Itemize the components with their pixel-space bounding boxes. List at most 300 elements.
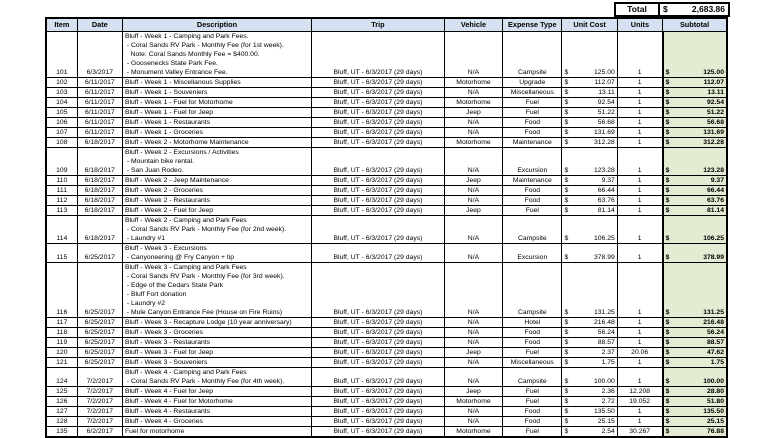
cell-expense-type[interactable]: Fuel: [503, 427, 562, 438]
description-line: Bluff - Week 1 - Restaurants: [124, 119, 211, 126]
cell-expense-type[interactable]: Food: [503, 328, 562, 338]
cell-item[interactable]: 116: [46, 263, 77, 318]
cell-units[interactable]: 1: [617, 78, 662, 88]
cell-description[interactable]: [122, 387, 311, 397]
cell-trip[interactable]: Bluff, UT - 6/3/2017 (29 days): [312, 148, 445, 176]
cell-unit-cost[interactable]: [562, 318, 617, 328]
cell-trip[interactable]: Bluff, UT - 6/3/2017 (29 days): [312, 417, 445, 427]
cell-unit-cost[interactable]: [562, 368, 617, 387]
cell-trip[interactable]: Bluff, UT - 6/3/2017 (29 days): [312, 88, 445, 98]
cell-date[interactable]: 6/11/2017: [77, 118, 122, 128]
cell-expense-type[interactable]: Campsite: [503, 263, 562, 318]
cell-unit-cost[interactable]: [562, 148, 617, 176]
cell-units[interactable]: 1: [617, 328, 662, 338]
cell-unit-cost[interactable]: [562, 397, 617, 407]
cell-expense-type[interactable]: Excursion: [503, 244, 562, 263]
cell-trip[interactable]: Bluff, UT - 6/3/2017 (29 days): [312, 98, 445, 108]
cell-units[interactable]: 1: [617, 318, 662, 328]
cell-item[interactable]: 104: [46, 98, 77, 108]
column-header-item[interactable]: Item: [46, 18, 77, 32]
cell-date[interactable]: 6/3/2017: [77, 32, 122, 78]
description-line: - San Juan Rodeo.: [124, 167, 184, 174]
cell-item[interactable]: 106: [46, 118, 77, 128]
table-row: [46, 417, 727, 427]
cell-trip[interactable]: Bluff, UT - 6/3/2017 (29 days): [312, 206, 445, 216]
cell-subtotal[interactable]: [663, 78, 727, 88]
cell-date[interactable]: 6/18/2017: [77, 138, 122, 148]
cell-expense-type[interactable]: Campsite: [503, 32, 562, 78]
cell-date[interactable]: 6/18/2017: [77, 176, 122, 186]
cell-subtotal[interactable]: [663, 88, 727, 98]
cell-item[interactable]: 124: [46, 368, 77, 387]
cell-unit-cost[interactable]: [562, 118, 617, 128]
table-row: [46, 206, 727, 216]
cell-units[interactable]: 1: [617, 196, 662, 206]
cell-trip[interactable]: Bluff, UT - 6/3/2017 (29 days): [312, 216, 445, 244]
description-line: - Mountain bike rental.: [124, 158, 195, 165]
cell-expense-type[interactable]: Miscellaneous: [503, 88, 562, 98]
cell-date[interactable]: 6/25/2017: [77, 318, 122, 328]
cell-vehicle[interactable]: N/A: [444, 358, 502, 368]
cell-description[interactable]: [122, 78, 311, 88]
cell-vehicle[interactable]: N/A: [444, 216, 502, 244]
cell-subtotal-amount: 63.76: [706, 197, 724, 204]
cell-vehicle[interactable]: N/A: [444, 32, 502, 78]
description-line: Bluff - Week 2 - Camping and Park Fees: [124, 217, 247, 224]
cell-unit-cost[interactable]: [562, 328, 617, 338]
description-line: Bluff - Week 1 - Miscellanous Supplies: [124, 79, 241, 86]
description-line: Bluff - Week 4 - Fuel for Motorhome: [124, 398, 233, 405]
cell-description[interactable]: [122, 397, 311, 407]
cell-unit-cost[interactable]: [562, 206, 617, 216]
description-line: - Coral Sands RV Park - Monthly Fee (for 3rd week).: [124, 273, 285, 280]
cell-unit-cost[interactable]: [562, 78, 617, 88]
cell-unit-cost[interactable]: [562, 216, 617, 244]
cell-subtotal[interactable]: [663, 387, 727, 397]
column-header-units[interactable]: Units: [617, 18, 662, 32]
cell-subtotal-amount: 76.88: [706, 428, 724, 435]
cell-item[interactable]: 113: [46, 206, 77, 216]
currency-symbol: $: [564, 177, 569, 184]
cell-description[interactable]: [122, 176, 311, 186]
cell-unit-cost[interactable]: [562, 244, 617, 263]
cell-vehicle[interactable]: Jeep: [444, 206, 502, 216]
cell-trip[interactable]: Bluff, UT - 6/3/2017 (29 days): [312, 338, 445, 348]
cell-trip[interactable]: Bluff, UT - 6/3/2017 (29 days): [312, 108, 445, 118]
cell-expense-type[interactable]: Upgrade: [503, 78, 562, 88]
cell-expense-type[interactable]: Excursion: [503, 148, 562, 176]
column-header-description[interactable]: Description: [122, 18, 311, 32]
cell-subtotal[interactable]: [663, 108, 727, 118]
cell-date[interactable]: 6/18/2017: [77, 148, 122, 176]
cell-description[interactable]: [122, 244, 311, 263]
cell-unit-cost[interactable]: [562, 196, 617, 206]
cell-vehicle[interactable]: N/A: [444, 128, 502, 138]
cell-units[interactable]: 1: [617, 108, 662, 118]
cell-item[interactable]: 118: [46, 328, 77, 338]
cell-date[interactable]: 7/2/2017: [77, 387, 122, 397]
cell-expense-type[interactable]: Campsite: [503, 216, 562, 244]
cell-date[interactable]: 6/11/2017: [77, 78, 122, 88]
column-header-date[interactable]: Date: [77, 18, 122, 32]
cell-subtotal-amount: 56.24: [706, 329, 724, 336]
column-header-expense-type[interactable]: Expense Type: [503, 18, 562, 32]
cell-unit-cost[interactable]: [562, 358, 617, 368]
cell-description[interactable]: [122, 417, 311, 427]
cell-expense-type[interactable]: Food: [503, 407, 562, 417]
cell-trip[interactable]: Bluff, UT - 6/3/2017 (29 days): [312, 138, 445, 148]
cell-subtotal[interactable]: [663, 244, 727, 263]
currency-symbol: $: [665, 319, 670, 326]
cell-units[interactable]: 1: [617, 358, 662, 368]
cell-date[interactable]: 6/18/2017: [77, 196, 122, 206]
description-line: Bluff - Week 2 - Excursions / Activities: [124, 149, 239, 156]
cell-expense-type[interactable]: Food: [503, 128, 562, 138]
cell-subtotal[interactable]: [663, 397, 727, 407]
cell-date[interactable]: 6/18/2017: [77, 206, 122, 216]
cell-description[interactable]: [122, 148, 311, 176]
cell-units[interactable]: 1: [617, 128, 662, 138]
cell-trip[interactable]: Bluff, UT - 6/3/2017 (29 days): [312, 358, 445, 368]
cell-unit-cost-amount: 88.57: [597, 339, 615, 346]
cell-expense-type[interactable]: Miscellaneous: [503, 358, 562, 368]
column-header-unit-cost[interactable]: Unit Cost: [562, 18, 617, 32]
cell-vehicle[interactable]: Motorhome: [444, 397, 502, 407]
cell-date[interactable]: 7/2/2017: [77, 417, 122, 427]
cell-item[interactable]: 120: [46, 348, 77, 358]
table-row: [46, 118, 727, 128]
cell-subtotal[interactable]: [663, 128, 727, 138]
cell-unit-cost[interactable]: [562, 387, 617, 397]
cell-unit-cost-amount: 2.54: [601, 428, 615, 435]
cell-subtotal[interactable]: [663, 216, 727, 244]
cell-subtotal[interactable]: [663, 338, 727, 348]
cell-expense-type[interactable]: Food: [503, 338, 562, 348]
cell-units[interactable]: 1: [617, 206, 662, 216]
cell-subtotal[interactable]: [663, 98, 727, 108]
cell-vehicle[interactable]: N/A: [444, 407, 502, 417]
cell-description[interactable]: [122, 118, 311, 128]
cell-vehicle[interactable]: N/A: [444, 244, 502, 263]
cell-units[interactable]: 1: [617, 88, 662, 98]
cell-item[interactable]: 115: [46, 244, 77, 263]
cell-item[interactable]: 135: [46, 427, 77, 438]
grand-total-label[interactable]: Total: [614, 2, 659, 17]
cell-units[interactable]: 20.06: [617, 348, 662, 358]
cell-item[interactable]: 111: [46, 186, 77, 196]
cell-trip[interactable]: Bluff, UT - 6/3/2017 (29 days): [312, 368, 445, 387]
cell-trip[interactable]: Bluff, UT - 6/3/2017 (29 days): [312, 118, 445, 128]
cell-item[interactable]: 121: [46, 358, 77, 368]
table-row: [46, 397, 727, 407]
cell-units[interactable]: 1: [617, 407, 662, 417]
cell-trip[interactable]: Bluff, UT - 6/3/2017 (29 days): [312, 348, 445, 358]
cell-subtotal[interactable]: [663, 148, 727, 176]
cell-subtotal[interactable]: [663, 358, 727, 368]
cell-subtotal-amount: 13.11: [707, 89, 724, 96]
cell-vehicle[interactable]: Jeep: [444, 176, 502, 186]
cell-date[interactable]: 6/11/2017: [77, 88, 122, 98]
cell-subtotal[interactable]: [663, 368, 727, 387]
cell-item[interactable]: 127: [46, 407, 77, 417]
description-line: - Bluff Fort donation: [124, 291, 187, 298]
description-line: Bluff - Week 4 - Camping and Park Fees: [124, 369, 247, 376]
cell-subtotal[interactable]: [663, 348, 727, 358]
cell-item[interactable]: 125: [46, 387, 77, 397]
currency-symbol: $: [564, 398, 569, 405]
cell-trip[interactable]: Bluff, UT - 6/3/2017 (29 days): [312, 244, 445, 263]
currency-symbol: $: [665, 235, 670, 242]
cell-description[interactable]: [122, 328, 311, 338]
cell-description[interactable]: [122, 216, 311, 244]
cell-unit-cost[interactable]: [562, 417, 617, 427]
cell-trip[interactable]: Bluff, UT - 6/3/2017 (29 days): [312, 128, 445, 138]
currency-symbol: $: [564, 359, 569, 366]
cell-date[interactable]: 6/11/2017: [77, 98, 122, 108]
cell-units[interactable]: 1: [617, 186, 662, 196]
cell-item[interactable]: 101: [46, 32, 77, 78]
currency-symbol: $: [665, 359, 670, 366]
cell-item[interactable]: 108: [46, 138, 77, 148]
cell-vehicle[interactable]: Jeep: [444, 108, 502, 118]
cell-subtotal[interactable]: [663, 427, 727, 438]
cell-vehicle[interactable]: N/A: [444, 118, 502, 128]
cell-description[interactable]: [122, 263, 311, 318]
cell-vehicle[interactable]: N/A: [444, 328, 502, 338]
table-row: [46, 216, 727, 244]
cell-expense-type[interactable]: Fuel: [503, 348, 562, 358]
cell-expense-type[interactable]: Maintenance: [503, 176, 562, 186]
cell-subtotal[interactable]: [663, 263, 727, 318]
description-line: Note: Coral Sands Monthly Fee = $400.00.: [124, 51, 260, 58]
cell-trip[interactable]: Bluff, UT - 6/3/2017 (29 days): [312, 387, 445, 397]
cell-unit-cost[interactable]: [562, 32, 617, 78]
cell-expense-type[interactable]: Food: [503, 196, 562, 206]
cell-unit-cost[interactable]: [562, 186, 617, 196]
cell-item[interactable]: 107: [46, 128, 77, 138]
cell-date[interactable]: 6/18/2017: [77, 216, 122, 244]
cell-description[interactable]: [122, 88, 311, 98]
cell-item[interactable]: 102: [46, 78, 77, 88]
cell-description[interactable]: [122, 368, 311, 387]
cell-date[interactable]: 6/11/2017: [77, 108, 122, 118]
cell-description[interactable]: [122, 427, 311, 438]
cell-expense-type[interactable]: Hotel: [503, 318, 562, 328]
cell-expense-type[interactable]: Fuel: [503, 206, 562, 216]
cell-description[interactable]: [122, 186, 311, 196]
cell-trip[interactable]: Bluff, UT - 6/3/2017 (29 days): [312, 397, 445, 407]
column-header-vehicle[interactable]: Vehicle: [444, 18, 502, 32]
cell-subtotal[interactable]: [663, 186, 727, 196]
cell-subtotal[interactable]: [663, 118, 727, 128]
cell-units[interactable]: 1: [617, 176, 662, 186]
cell-expense-type[interactable]: Fuel: [503, 397, 562, 407]
cell-unit-cost[interactable]: [562, 88, 617, 98]
cell-date[interactable]: 6/25/2017: [77, 263, 122, 318]
cell-date[interactable]: 7/2/2017: [77, 368, 122, 387]
cell-date[interactable]: 6/25/2017: [77, 358, 122, 368]
cell-expense-type[interactable]: Fuel: [503, 98, 562, 108]
cell-description[interactable]: [122, 108, 311, 118]
cell-description[interactable]: [122, 358, 311, 368]
cell-units[interactable]: 1: [617, 138, 662, 148]
cell-item[interactable]: 128: [46, 417, 77, 427]
cell-expense-type[interactable]: Fuel: [503, 108, 562, 118]
cell-units[interactable]: 1: [617, 338, 662, 348]
table-row: [46, 78, 727, 88]
cell-description[interactable]: [122, 128, 311, 138]
cell-expense-type[interactable]: Food: [503, 186, 562, 196]
cell-trip[interactable]: Bluff, UT - 6/3/2017 (29 days): [312, 427, 445, 438]
cell-vehicle[interactable]: Motorhome: [444, 138, 502, 148]
cell-vehicle[interactable]: N/A: [444, 263, 502, 318]
currency-symbol: $: [665, 129, 670, 136]
cell-description[interactable]: [122, 196, 311, 206]
cell-expense-type[interactable]: Food: [503, 417, 562, 427]
cell-vehicle[interactable]: N/A: [444, 186, 502, 196]
currency-symbol: $: [665, 119, 670, 126]
cell-units[interactable]: 1: [617, 98, 662, 108]
cell-units[interactable]: 1: [617, 244, 662, 263]
cell-trip[interactable]: Bluff, UT - 6/3/2017 (29 days): [312, 263, 445, 318]
cell-item[interactable]: 105: [46, 108, 77, 118]
cell-subtotal[interactable]: [663, 176, 727, 186]
cell-subtotal-amount: 28.80: [706, 388, 724, 395]
cell-trip[interactable]: Bluff, UT - 6/3/2017 (29 days): [312, 196, 445, 206]
cell-expense-type[interactable]: Campsite: [503, 368, 562, 387]
cell-vehicle[interactable]: Motorhome: [444, 98, 502, 108]
cell-date[interactable]: 6/25/2017: [77, 328, 122, 338]
cell-units[interactable]: 12.208: [617, 387, 662, 397]
cell-vehicle[interactable]: Motorhome: [444, 78, 502, 88]
cell-item[interactable]: 114: [46, 216, 77, 244]
cell-date[interactable]: 6/18/2017: [77, 186, 122, 196]
cell-expense-type[interactable]: Food: [503, 118, 562, 128]
cell-subtotal[interactable]: [663, 206, 727, 216]
cell-subtotal-amount: 88.57: [706, 339, 724, 346]
cell-unit-cost[interactable]: [562, 427, 617, 438]
cell-subtotal[interactable]: [663, 32, 727, 78]
grand-total-value-cell[interactable]: [659, 2, 730, 17]
cell-date[interactable]: 6/25/2017: [77, 348, 122, 358]
cell-description[interactable]: [122, 206, 311, 216]
cell-description[interactable]: [122, 138, 311, 148]
cell-subtotal[interactable]: [663, 196, 727, 206]
cell-vehicle[interactable]: N/A: [444, 88, 502, 98]
cell-units[interactable]: 1: [617, 417, 662, 427]
cell-description[interactable]: [122, 338, 311, 348]
cell-vehicle[interactable]: N/A: [444, 318, 502, 328]
cell-units[interactable]: 1: [617, 216, 662, 244]
cell-trip[interactable]: Bluff, UT - 6/3/2017 (29 days): [312, 328, 445, 338]
cell-description[interactable]: [122, 348, 311, 358]
cell-subtotal-amount: 9.37: [710, 177, 724, 184]
cell-vehicle[interactable]: Jeep: [444, 387, 502, 397]
cell-unit-cost[interactable]: [562, 98, 617, 108]
cell-trip[interactable]: Bluff, UT - 6/3/2017 (29 days): [312, 318, 445, 328]
cell-unit-cost[interactable]: [562, 263, 617, 318]
cell-unit-cost[interactable]: [562, 128, 617, 138]
currency-symbol: $: [663, 4, 668, 14]
cell-item[interactable]: 112: [46, 196, 77, 206]
currency-symbol: $: [665, 428, 670, 435]
cell-unit-cost[interactable]: [562, 348, 617, 358]
currency-symbol: $: [665, 109, 670, 116]
currency-symbol: $: [564, 89, 569, 96]
cell-vehicle[interactable]: Motorhome: [444, 427, 502, 438]
cell-subtotal-amount: 1.75: [710, 359, 724, 366]
cell-trip[interactable]: Bluff, UT - 6/3/2017 (29 days): [312, 32, 445, 78]
cell-item[interactable]: 126: [46, 397, 77, 407]
column-header-subtotal[interactable]: Subtotal: [663, 18, 727, 32]
cell-item[interactable]: 117: [46, 318, 77, 328]
cell-description[interactable]: [122, 98, 311, 108]
cell-item[interactable]: 110: [46, 176, 77, 186]
cell-description[interactable]: [122, 32, 311, 78]
column-header-trip[interactable]: Trip: [312, 18, 445, 32]
currency-symbol: $: [665, 79, 670, 86]
cell-units[interactable]: 1: [617, 32, 662, 78]
cell-subtotal[interactable]: [663, 417, 727, 427]
cell-date[interactable]: 6/25/2017: [77, 244, 122, 263]
cell-date[interactable]: 6/2/2017: [77, 427, 122, 438]
description-line: Bluff - Week 4 - Fuel for Jeep: [124, 388, 214, 395]
currency-symbol: $: [665, 139, 670, 146]
cell-vehicle[interactable]: N/A: [444, 196, 502, 206]
cell-units[interactable]: 1: [617, 263, 662, 318]
cell-item[interactable]: 103: [46, 88, 77, 98]
cell-unit-cost[interactable]: [562, 176, 617, 186]
cell-subtotal[interactable]: [663, 318, 727, 328]
cell-unit-cost[interactable]: [562, 138, 617, 148]
table-row: [46, 128, 727, 138]
cell-date[interactable]: 6/11/2017: [77, 128, 122, 138]
description-line: Bluff - Week 2 - Restaurants: [124, 197, 211, 204]
cell-date[interactable]: 6/25/2017: [77, 338, 122, 348]
cell-vehicle[interactable]: N/A: [444, 417, 502, 427]
cell-item[interactable]: 119: [46, 338, 77, 348]
cell-subtotal[interactable]: [663, 328, 727, 338]
cell-trip[interactable]: Bluff, UT - 6/3/2017 (29 days): [312, 176, 445, 186]
cell-description[interactable]: [122, 318, 311, 328]
table-row: [46, 108, 727, 118]
cell-vehicle[interactable]: N/A: [444, 148, 502, 176]
cell-trip[interactable]: Bluff, UT - 6/3/2017 (29 days): [312, 186, 445, 196]
cell-vehicle[interactable]: N/A: [444, 368, 502, 387]
cell-unit-cost-amount: 2.36: [601, 388, 615, 395]
description-line: - Edge of the Cedars State Park: [124, 282, 224, 289]
cell-units[interactable]: 1: [617, 368, 662, 387]
cell-vehicle[interactable]: N/A: [444, 338, 502, 348]
cell-trip[interactable]: Bluff, UT - 6/3/2017 (29 days): [312, 407, 445, 417]
cell-item[interactable]: 109: [46, 148, 77, 176]
cell-units[interactable]: 19.052: [617, 397, 662, 407]
cell-trip[interactable]: Bluff, UT - 6/3/2017 (29 days): [312, 78, 445, 88]
cell-date[interactable]: 7/2/2017: [77, 407, 122, 417]
cell-expense-type[interactable]: Maintenance: [503, 138, 562, 148]
cell-unit-cost[interactable]: [562, 108, 617, 118]
cell-expense-type[interactable]: Fuel: [503, 387, 562, 397]
cell-unit-cost-amount: 56.24: [597, 329, 615, 336]
cell-units[interactable]: 1: [617, 148, 662, 176]
cell-subtotal[interactable]: [663, 138, 727, 148]
cell-vehicle[interactable]: Jeep: [444, 348, 502, 358]
description-line: Bluff - Week 2 - Motorhome Maintenance: [124, 139, 249, 146]
cell-date[interactable]: 7/2/2017: [77, 397, 122, 407]
cell-units[interactable]: 30.267: [617, 427, 662, 438]
cell-unit-cost[interactable]: [562, 338, 617, 348]
cell-units[interactable]: 1: [617, 118, 662, 128]
